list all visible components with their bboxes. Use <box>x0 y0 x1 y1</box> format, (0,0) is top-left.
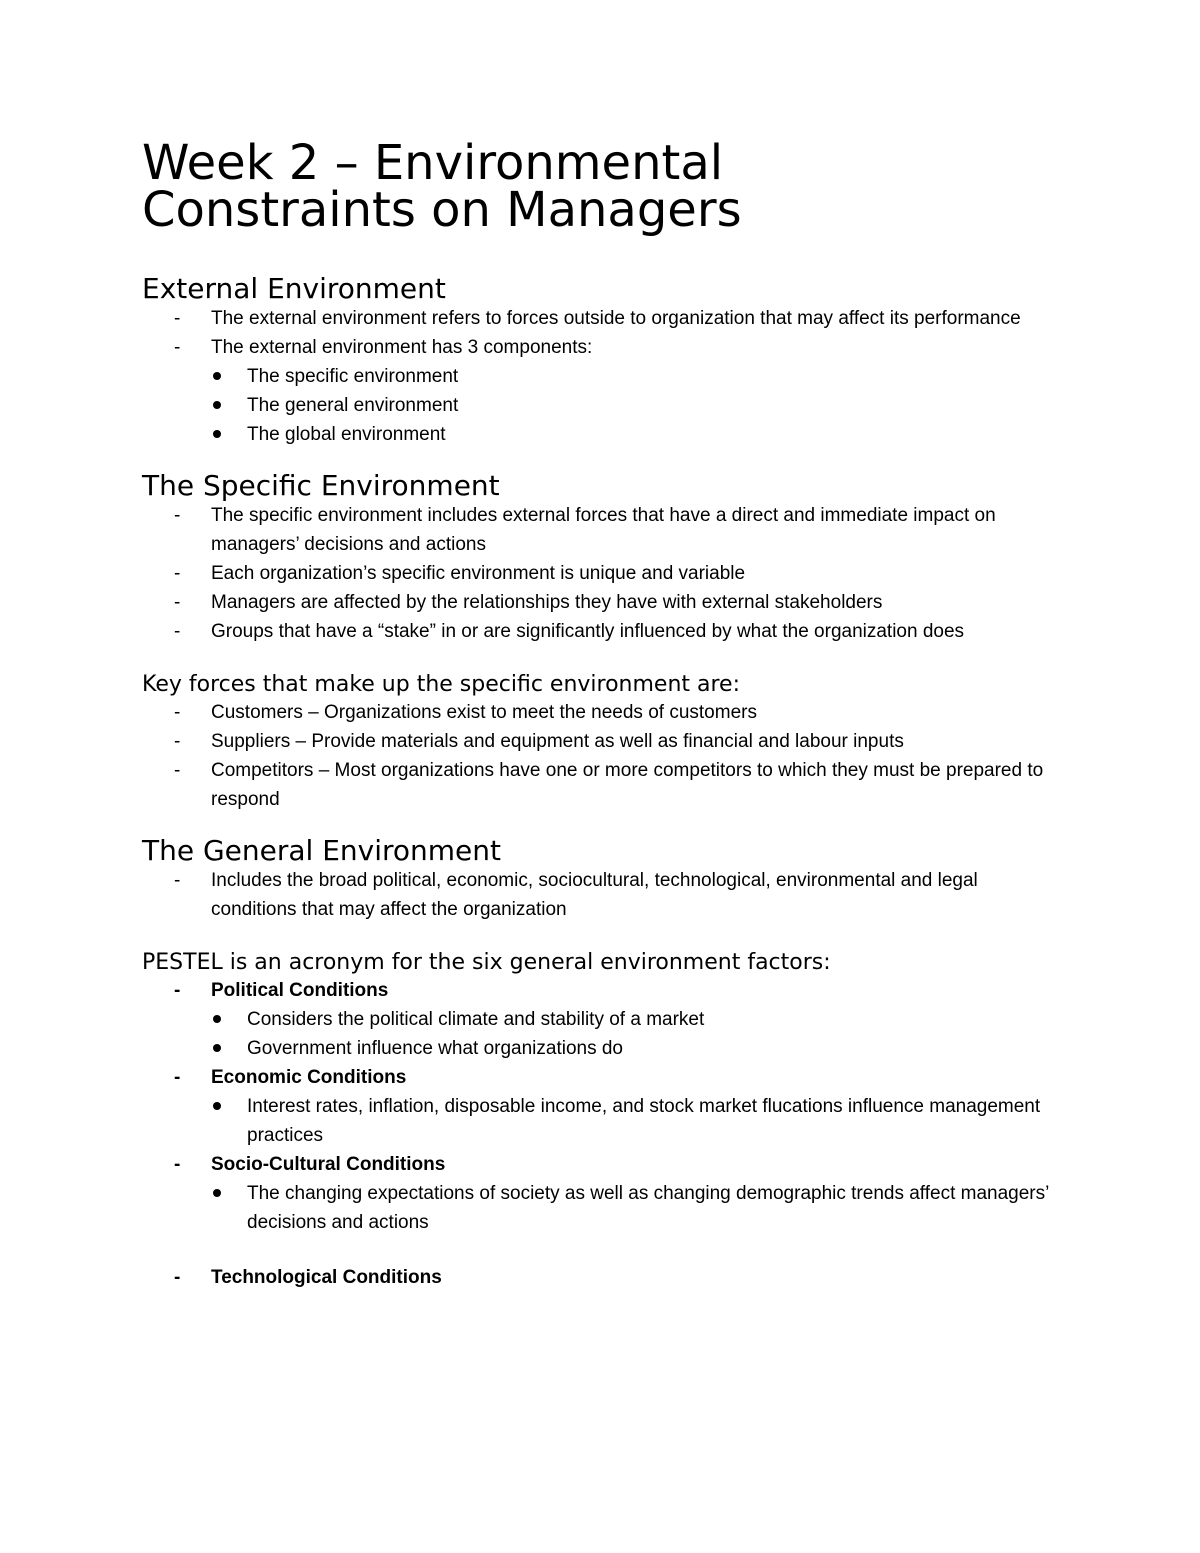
bullet-item: The specific environment <box>142 362 1062 391</box>
pestel-economic-label: - Economic Conditions <box>142 1063 1062 1092</box>
title-line-2: Constraints on Managers <box>142 182 742 238</box>
document-page <box>142 135 1062 1292</box>
list-item: - Groups that have a “stake” in or are significantly influenced by what the organization does <box>142 617 1062 646</box>
pestel-technological-label: - Technological Conditions <box>142 1263 1062 1292</box>
bullet-item: Interest rates, inflation, disposable income, and stock market flucations influence management practices <box>142 1092 1062 1150</box>
heading-specific-environment: The Specific Environment <box>142 469 500 502</box>
pestel-socio-cultural-label: - Socio-Cultural Conditions <box>142 1150 1062 1179</box>
external-list <box>142 304 1062 449</box>
list-item: - Managers are affected by the relationships they have with external stakeholders <box>142 588 1062 617</box>
bullet-item: Government influence what organizations do <box>142 1034 1062 1063</box>
bullet-item: The general environment <box>142 391 1062 420</box>
list-item: - Competitors – Most organizations have one or more competitors to which they must be prepared to respond <box>142 756 1062 814</box>
pestel-list-continued <box>142 1263 1062 1292</box>
document-title <box>142 135 1062 238</box>
pestel-list <box>142 976 1062 1237</box>
heading-external-environment: External Environment <box>142 272 446 305</box>
list-item: - The specific environment includes external forces that have a direct and immediate impact on managers’ decisions and actions <box>142 501 1062 559</box>
bullet-item: Considers the political climate and stability of a market <box>142 1005 1062 1034</box>
general-list <box>142 866 1062 924</box>
bullet-item: The changing expectations of society as well as changing demographic trends affect managers’ decisions and actions <box>142 1179 1062 1237</box>
key-forces-list <box>142 698 1062 814</box>
list-item: - The external environment refers to forces outside to organization that may affect its performance <box>142 304 1062 333</box>
bullet-item: The global environment <box>142 420 1062 449</box>
heading-general-environment: The General Environment <box>142 834 502 867</box>
list-item: - Includes the broad political, economic, sociocultural, technological, environmental and legal conditions that may affect the organization <box>142 866 1062 924</box>
title-line-1: Week 2 – Environmental <box>142 135 724 191</box>
list-item: - Suppliers – Provide materials and equipment as well as financial and labour inputs <box>142 727 1062 756</box>
pestel-political-label: - Political Conditions <box>142 976 1062 1005</box>
list-item: - Each organization’s specific environment is unique and variable <box>142 559 1062 588</box>
heading-pestel: PESTEL is an acronym for the six general environment factors: <box>142 950 831 975</box>
heading-key-forces: Key forces that make up the specific environment are: <box>142 672 741 697</box>
specific-list <box>142 501 1062 646</box>
list-item: - Customers – Organizations exist to meet the needs of customers <box>142 698 1062 727</box>
list-item: - The external environment has 3 components: <box>142 333 1062 362</box>
